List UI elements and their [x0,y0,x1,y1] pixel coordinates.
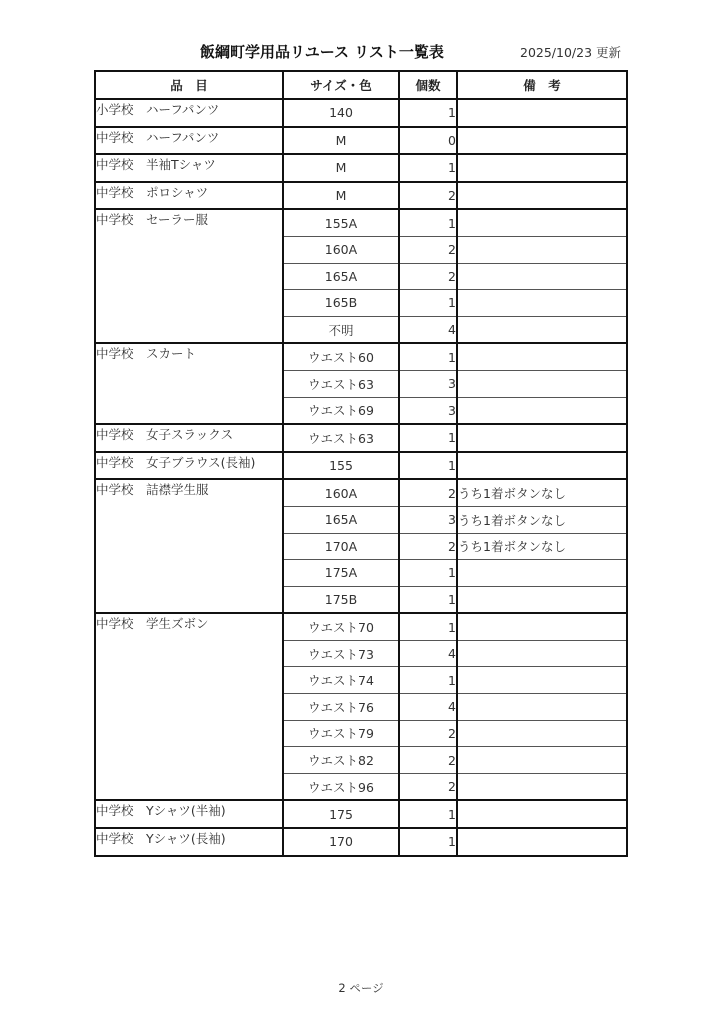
note-cell [457,397,627,424]
note-cell [457,316,627,343]
quantity-cell: 4 [399,316,457,343]
size-cell: ウエスト96 [283,773,399,800]
updated-date: 2025/10/23 更新 [520,45,622,60]
item-name-cell: 中学校 女子ブラウス(長袖) [95,452,283,480]
size-cell: M [283,154,399,182]
note-cell: うち1着ボタンなし [457,506,627,533]
quantity-cell: 1 [399,424,457,452]
table-row [95,99,627,127]
note-cell [457,209,627,236]
item-name-cell: 中学校 ポロシャツ [95,182,283,210]
quantity-cell: 1 [399,154,457,182]
note-cell [457,236,627,263]
note-cell [457,667,627,694]
table-row [95,828,627,856]
column-header-item: 品 目 [95,71,283,99]
item-name-cell: 中学校 スカート [95,343,283,424]
note-cell [457,613,627,640]
size-cell: ウエスト69 [283,397,399,424]
item-name-cell: 中学校 ハーフパンツ [95,127,283,155]
note-cell [457,773,627,800]
quantity-cell: 1 [399,343,457,370]
item-name-cell: 中学校 Yシャツ(長袖) [95,828,283,856]
item-name-cell: 中学校 Yシャツ(半袖) [95,800,283,828]
table-row [95,209,627,236]
note-cell [457,720,627,747]
size-cell: 160A [283,236,399,263]
table-body [95,99,627,856]
note-cell [457,424,627,452]
size-cell: ウエスト73 [283,640,399,667]
size-cell: 170A [283,533,399,560]
size-cell: ウエスト82 [283,747,399,774]
quantity-cell: 0 [399,127,457,155]
size-cell: ウエスト76 [283,694,399,721]
table-row [95,479,627,506]
note-cell [457,263,627,290]
quantity-cell: 1 [399,99,457,127]
quantity-cell: 2 [399,533,457,560]
quantity-cell: 3 [399,397,457,424]
table-row [95,343,627,370]
quantity-cell: 2 [399,747,457,774]
quantity-cell: 1 [399,800,457,828]
note-cell [457,800,627,828]
size-cell: ウエスト60 [283,343,399,370]
quantity-cell: 4 [399,694,457,721]
note-cell [457,182,627,210]
quantity-cell: 3 [399,506,457,533]
quantity-cell: 2 [399,479,457,506]
item-name-cell: 中学校 詰襟学生服 [95,479,283,613]
table-row [95,613,627,640]
size-cell: M [283,182,399,210]
item-name-cell: 中学校 女子スラックス [95,424,283,452]
item-name-cell: 中学校 半袖Tシャツ [95,154,283,182]
size-cell: ウエスト63 [283,370,399,397]
size-cell: 155A [283,209,399,236]
size-cell: ウエスト79 [283,720,399,747]
page-number: 2 ページ [338,981,384,995]
size-cell: 165B [283,290,399,317]
quantity-cell: 2 [399,263,457,290]
table-row [95,452,627,480]
quantity-cell: 1 [399,560,457,587]
note-cell: うち1着ボタンなし [457,533,627,560]
note-cell [457,640,627,667]
quantity-cell: 2 [399,182,457,210]
quantity-cell: 2 [399,720,457,747]
size-cell: 170 [283,828,399,856]
note-cell: うち1着ボタンなし [457,479,627,506]
note-cell [457,694,627,721]
note-cell [457,343,627,370]
table-row [95,424,627,452]
size-cell: 175B [283,586,399,613]
page-title: 飯綱町学用品リユース リスト一覧表 [200,43,444,61]
quantity-cell: 1 [399,452,457,480]
note-cell [457,747,627,774]
item-list-table [94,70,628,857]
quantity-cell: 1 [399,586,457,613]
size-cell: 155 [283,452,399,480]
quantity-cell: 1 [399,290,457,317]
quantity-cell: 1 [399,209,457,236]
note-cell [457,154,627,182]
quantity-cell: 1 [399,613,457,640]
quantity-cell: 1 [399,828,457,856]
size-cell: 160A [283,479,399,506]
size-cell: 165A [283,263,399,290]
table-row [95,127,627,155]
size-cell: 165A [283,506,399,533]
item-name-cell: 中学校 学生ズボン [95,613,283,800]
size-cell: M [283,127,399,155]
size-cell: 175 [283,800,399,828]
size-cell: 175A [283,560,399,587]
note-cell [457,99,627,127]
quantity-cell: 3 [399,370,457,397]
quantity-cell: 4 [399,640,457,667]
quantity-cell: 2 [399,236,457,263]
size-cell: ウエスト70 [283,613,399,640]
note-cell [457,452,627,480]
size-cell: ウエスト74 [283,667,399,694]
size-cell: ウエスト63 [283,424,399,452]
note-cell [457,560,627,587]
item-name-cell: 中学校 セーラー服 [95,209,283,343]
column-header-note: 備 考 [457,71,627,99]
column-header-qty: 個数 [399,71,457,99]
note-cell [457,370,627,397]
column-header-size: サイズ・色 [283,71,399,99]
note-cell [457,828,627,856]
quantity-cell: 1 [399,667,457,694]
item-name-cell: 小学校 ハーフパンツ [95,99,283,127]
table-row [95,182,627,210]
quantity-cell: 2 [399,773,457,800]
size-cell: 140 [283,99,399,127]
size-cell: 不明 [283,316,399,343]
note-cell [457,127,627,155]
table-row [95,800,627,828]
note-cell [457,290,627,317]
note-cell [457,586,627,613]
table-row [95,154,627,182]
table-header-row [95,71,627,99]
